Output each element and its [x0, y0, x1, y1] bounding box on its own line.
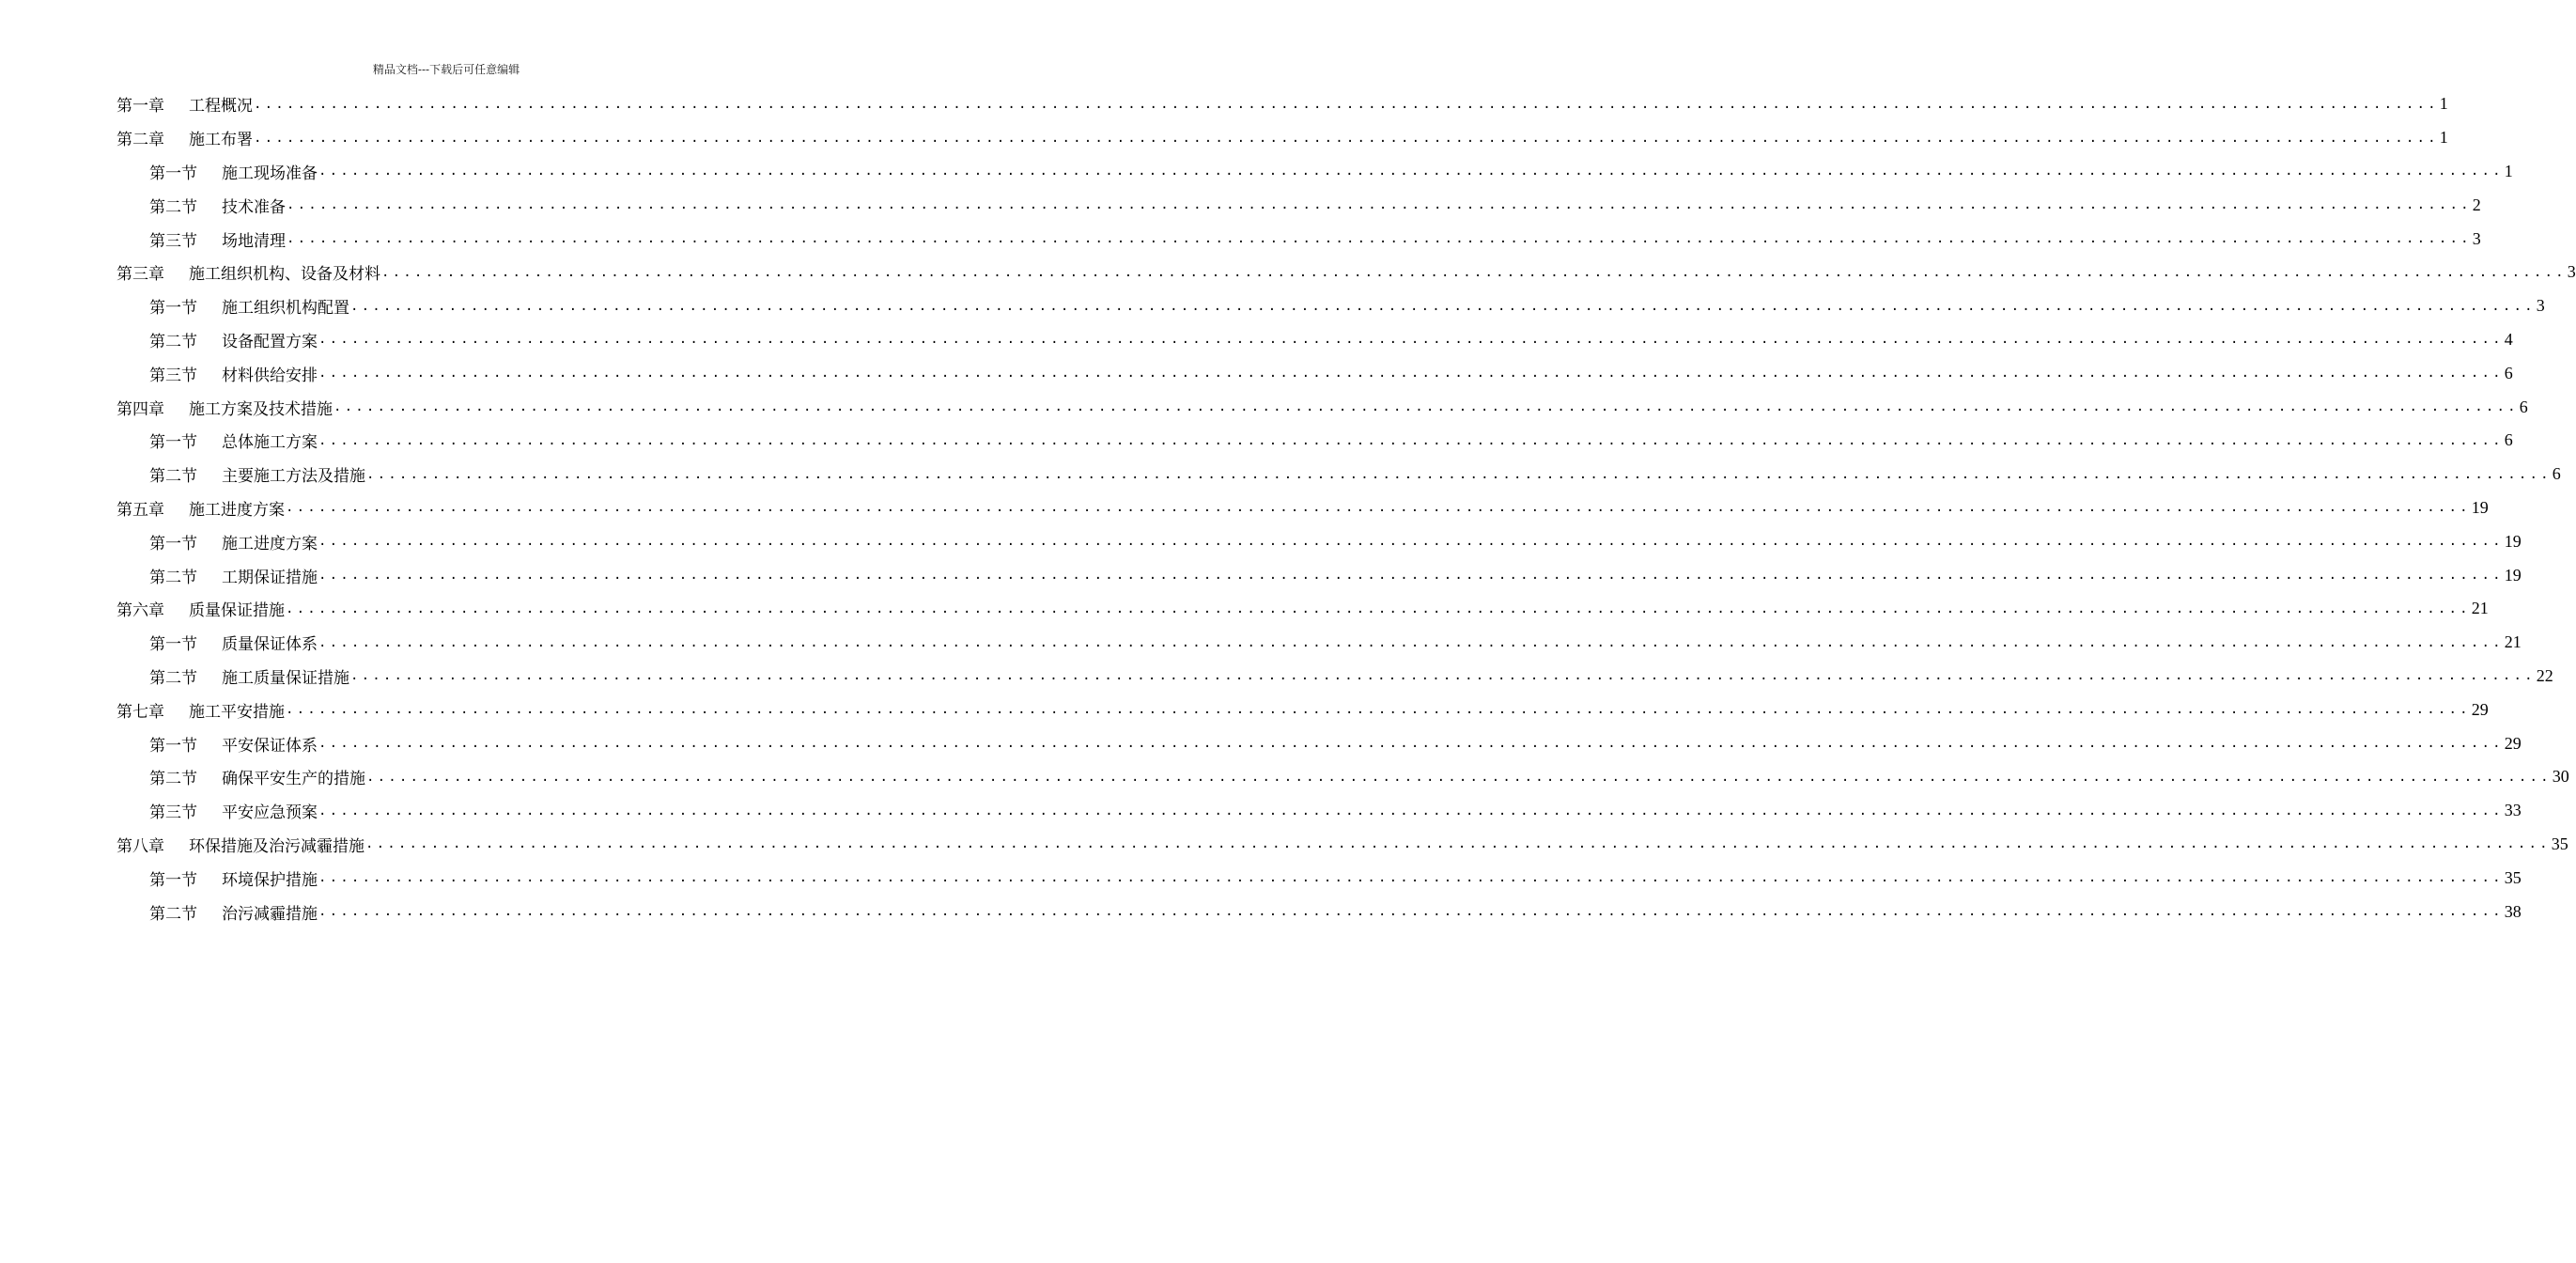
toc-chapter-entry[interactable]	[116, 87, 2448, 121]
toc-entry-title: 施工进度方案	[189, 500, 285, 520]
toc-dot-leader: ........................................................................................................................................................................................................	[318, 366, 2504, 382]
toc-dot-leader: ........................................................................................................................................................................................................	[254, 96, 2439, 112]
toc-entry-number: 第二节	[149, 904, 197, 924]
toc-entry-label	[149, 227, 286, 251]
toc-section-entry[interactable]	[116, 726, 2522, 760]
toc-entry-label	[116, 92, 253, 116]
toc-entry-label	[149, 530, 318, 554]
toc-page-number: 19	[2504, 565, 2522, 585]
toc-page-number: 3	[2536, 296, 2545, 316]
toc-dot-leader: ........................................................................................................................................................................................................	[318, 904, 2504, 920]
toc-section-entry[interactable]	[116, 558, 2522, 592]
toc-chapter-entry[interactable]	[116, 828, 2568, 862]
toc-dot-leader: ........................................................................................................................................................................................................	[381, 264, 2567, 280]
page-header: 精品文档---下载后可任意编辑	[372, 63, 520, 76]
toc-entry-number: 第三节	[149, 231, 197, 251]
toc-dot-leader: ........................................................................................................................................................................................................	[350, 298, 2536, 314]
toc-page-number: 3	[2472, 228, 2481, 248]
toc-entry-number: 第二节	[149, 568, 197, 587]
toc-entry-title: 主要施工方法及措施	[222, 467, 365, 487]
toc-dot-leader: ........................................................................................................................................................................................................	[334, 399, 2519, 415]
toc-entry-number: 第二章	[116, 131, 164, 150]
toc-entry-title: 材料供给安排	[222, 366, 318, 385]
toc-page-number: 6	[2519, 397, 2528, 416]
toc-section-entry[interactable]	[116, 524, 2522, 558]
toc-chapter-entry[interactable]	[116, 693, 2489, 726]
toc-entry-number: 第五章	[116, 500, 164, 520]
toc-entry-title: 施工组织机构、设备及材料	[189, 265, 380, 285]
toc-dot-leader: ........................................................................................................................................................................................................	[365, 836, 2551, 852]
toc-entry-title: 治污减霾措施	[222, 904, 318, 924]
toc-entry-title: 质量保证体系	[222, 635, 318, 655]
toc-dot-leader: ........................................................................................................................................................................................................	[287, 197, 2472, 213]
toc-page-number: 29	[2471, 699, 2489, 719]
toc-entry-title: 环境保护措施	[222, 870, 318, 890]
toc-dot-leader: ........................................................................................................................................................................................................	[286, 702, 2471, 718]
toc-page-number: 29	[2504, 733, 2522, 753]
toc-entry-label	[149, 160, 318, 183]
toc-section-entry[interactable]	[116, 861, 2522, 895]
toc-entry-number: 第二节	[149, 467, 197, 487]
toc-entry-title: 环保措施及治污减霾措施	[189, 836, 365, 856]
toc-entry-label	[149, 564, 318, 587]
toc-entry-number: 第一节	[149, 870, 197, 890]
toc-dot-leader: ........................................................................................................................................................................................................	[286, 500, 2471, 516]
toc-entry-number: 第八章	[116, 836, 164, 856]
toc-chapter-entry[interactable]	[116, 491, 2489, 525]
toc-section-entry[interactable]	[116, 222, 2481, 256]
toc-dot-leader: ........................................................................................................................................................................................................	[254, 130, 2439, 146]
toc-entry-number: 第二节	[149, 197, 197, 217]
toc-entry-label	[116, 597, 285, 620]
toc-entry-number: 第二节	[149, 770, 197, 789]
toc-entry-number: 第三节	[149, 366, 197, 385]
toc-dot-leader: ........................................................................................................................................................................................................	[366, 466, 2552, 482]
toc-entry-number: 第一节	[149, 736, 197, 756]
toc-entry-label	[116, 260, 380, 284]
toc-entry-label	[116, 833, 365, 856]
toc-entry-label	[149, 900, 318, 924]
toc-entry-label	[116, 496, 285, 520]
toc-entry-label	[149, 732, 318, 756]
toc-entry-title: 施工组织机构配置	[222, 299, 349, 319]
toc-section-entry[interactable]	[116, 760, 2569, 794]
toc-chapter-entry[interactable]	[116, 256, 2576, 289]
toc-dot-leader: ........................................................................................................................................................................................................	[318, 534, 2504, 550]
toc-page-number: 6	[2504, 363, 2513, 382]
toc-page-number: 1	[2504, 161, 2513, 180]
toc-entry-label	[116, 396, 333, 419]
toc-dot-leader: ........................................................................................................................................................................................................	[318, 634, 2504, 650]
toc-section-entry[interactable]	[116, 794, 2522, 828]
toc-dot-leader: ........................................................................................................................................................................................................	[318, 803, 2504, 819]
toc-entry-number: 第二节	[149, 668, 197, 688]
toc-dot-leader: ........................................................................................................................................................................................................	[350, 668, 2536, 684]
toc-entry-label	[149, 866, 318, 890]
toc-entry-label	[149, 462, 365, 486]
toc-section-entry[interactable]	[116, 895, 2522, 928]
toc-entry-label	[116, 698, 285, 722]
toc-entry-number: 第一节	[149, 299, 197, 319]
toc-entry-number: 第一章	[116, 97, 164, 117]
toc-entry-number: 第一节	[149, 635, 197, 655]
toc-entry-label	[149, 362, 318, 385]
toc-chapter-entry[interactable]	[116, 121, 2448, 155]
toc-dot-leader: ........................................................................................................................................................................................................	[318, 736, 2504, 752]
toc-page-number: 1	[2439, 128, 2448, 148]
toc-page-number: 1	[2439, 94, 2448, 114]
toc-entry-label	[149, 799, 318, 822]
toc-entry-title: 总体施工方案	[222, 433, 318, 453]
toc-entry-label	[149, 194, 286, 217]
toc-entry-label	[149, 294, 349, 318]
toc-page-number: 6	[2504, 430, 2513, 450]
toc-entry-title: 平安保证体系	[222, 736, 318, 756]
toc-page-number: 21	[2471, 599, 2489, 618]
toc-entry-number: 第一节	[149, 433, 197, 453]
toc-page-number: 30	[2552, 767, 2569, 787]
toc-page-number: 19	[2471, 497, 2489, 517]
toc-section-entry[interactable]	[116, 626, 2522, 660]
toc-entry-label	[149, 631, 318, 654]
toc-page-number: 35	[2551, 834, 2568, 853]
toc-entry-title: 工程概况	[189, 97, 253, 117]
toc-entry-number: 第一节	[149, 534, 197, 554]
toc-dot-leader: ........................................................................................................................................................................................................	[318, 568, 2504, 584]
toc-entry-title: 平安应急预案	[222, 803, 318, 823]
toc-section-entry[interactable]	[116, 424, 2513, 458]
toc-page-number: 35	[2504, 867, 2522, 887]
toc-dot-leader: ........................................................................................................................................................................................................	[286, 600, 2471, 616]
toc-entry-title: 场地清理	[222, 231, 286, 251]
toc-dot-leader: ........................................................................................................................................................................................................	[318, 432, 2504, 448]
toc-section-entry[interactable]	[116, 289, 2545, 323]
toc-entry-number: 第三节	[149, 803, 197, 823]
toc-section-entry[interactable]	[116, 188, 2481, 222]
toc-section-entry[interactable]	[116, 356, 2513, 390]
toc-dot-leader: ........................................................................................................................................................................................................	[318, 870, 2504, 886]
table-of-contents	[116, 87, 2576, 928]
toc-entry-title: 设备配置方案	[222, 332, 318, 351]
toc-dot-leader: ........................................................................................................................................................................................................	[318, 164, 2504, 179]
toc-entry-title: 技术准备	[222, 197, 286, 217]
toc-entry-number: 第四章	[116, 399, 164, 419]
toc-page-number: 2	[2472, 195, 2481, 214]
toc-page-number: 22	[2536, 665, 2553, 685]
toc-section-entry[interactable]	[116, 458, 2561, 491]
toc-page-number: 33	[2504, 801, 2522, 820]
toc-page-number: 21	[2504, 632, 2522, 652]
toc-page-number: 3	[2567, 262, 2576, 282]
toc-entry-title: 施工进度方案	[222, 534, 318, 554]
toc-entry-title: 施工质量保证措施	[222, 668, 349, 688]
toc-entry-title: 质量保证措施	[189, 601, 285, 621]
toc-dot-leader: ........................................................................................................................................................................................................	[287, 231, 2472, 247]
toc-entry-number: 第二节	[149, 332, 197, 351]
toc-entry-number: 第三章	[116, 265, 164, 285]
toc-page-number: 19	[2504, 531, 2522, 551]
toc-dot-leader: ........................................................................................................................................................................................................	[366, 769, 2552, 785]
toc-section-entry[interactable]	[116, 323, 2513, 357]
toc-entry-title: 施工方案及技术措施	[189, 399, 333, 419]
toc-entry-number: 第六章	[116, 601, 164, 621]
toc-entry-label	[149, 328, 318, 351]
toc-section-entry[interactable]	[116, 660, 2553, 694]
toc-entry-title: 工期保证措施	[222, 568, 318, 587]
toc-entry-label	[149, 765, 365, 788]
toc-entry-label	[149, 429, 318, 452]
toc-page-number: 38	[2504, 901, 2522, 921]
toc-chapter-entry[interactable]	[116, 592, 2489, 626]
toc-page-number: 6	[2552, 464, 2561, 484]
toc-entry-title: 施工现场准备	[222, 164, 318, 183]
toc-entry-number: 第一节	[149, 164, 197, 183]
toc-entry-label	[149, 664, 349, 688]
toc-dot-leader: ........................................................................................................................................................................................................	[318, 332, 2504, 348]
toc-entry-label	[116, 126, 253, 149]
toc-section-entry[interactable]	[116, 155, 2513, 189]
toc-entry-title: 施工平安措施	[189, 702, 285, 722]
toc-entry-number: 第七章	[116, 702, 164, 722]
toc-entry-title: 施工布署	[189, 131, 253, 150]
toc-entry-title: 确保平安生产的措施	[222, 770, 365, 789]
toc-page-number: 4	[2504, 329, 2513, 349]
toc-chapter-entry[interactable]	[116, 390, 2528, 424]
